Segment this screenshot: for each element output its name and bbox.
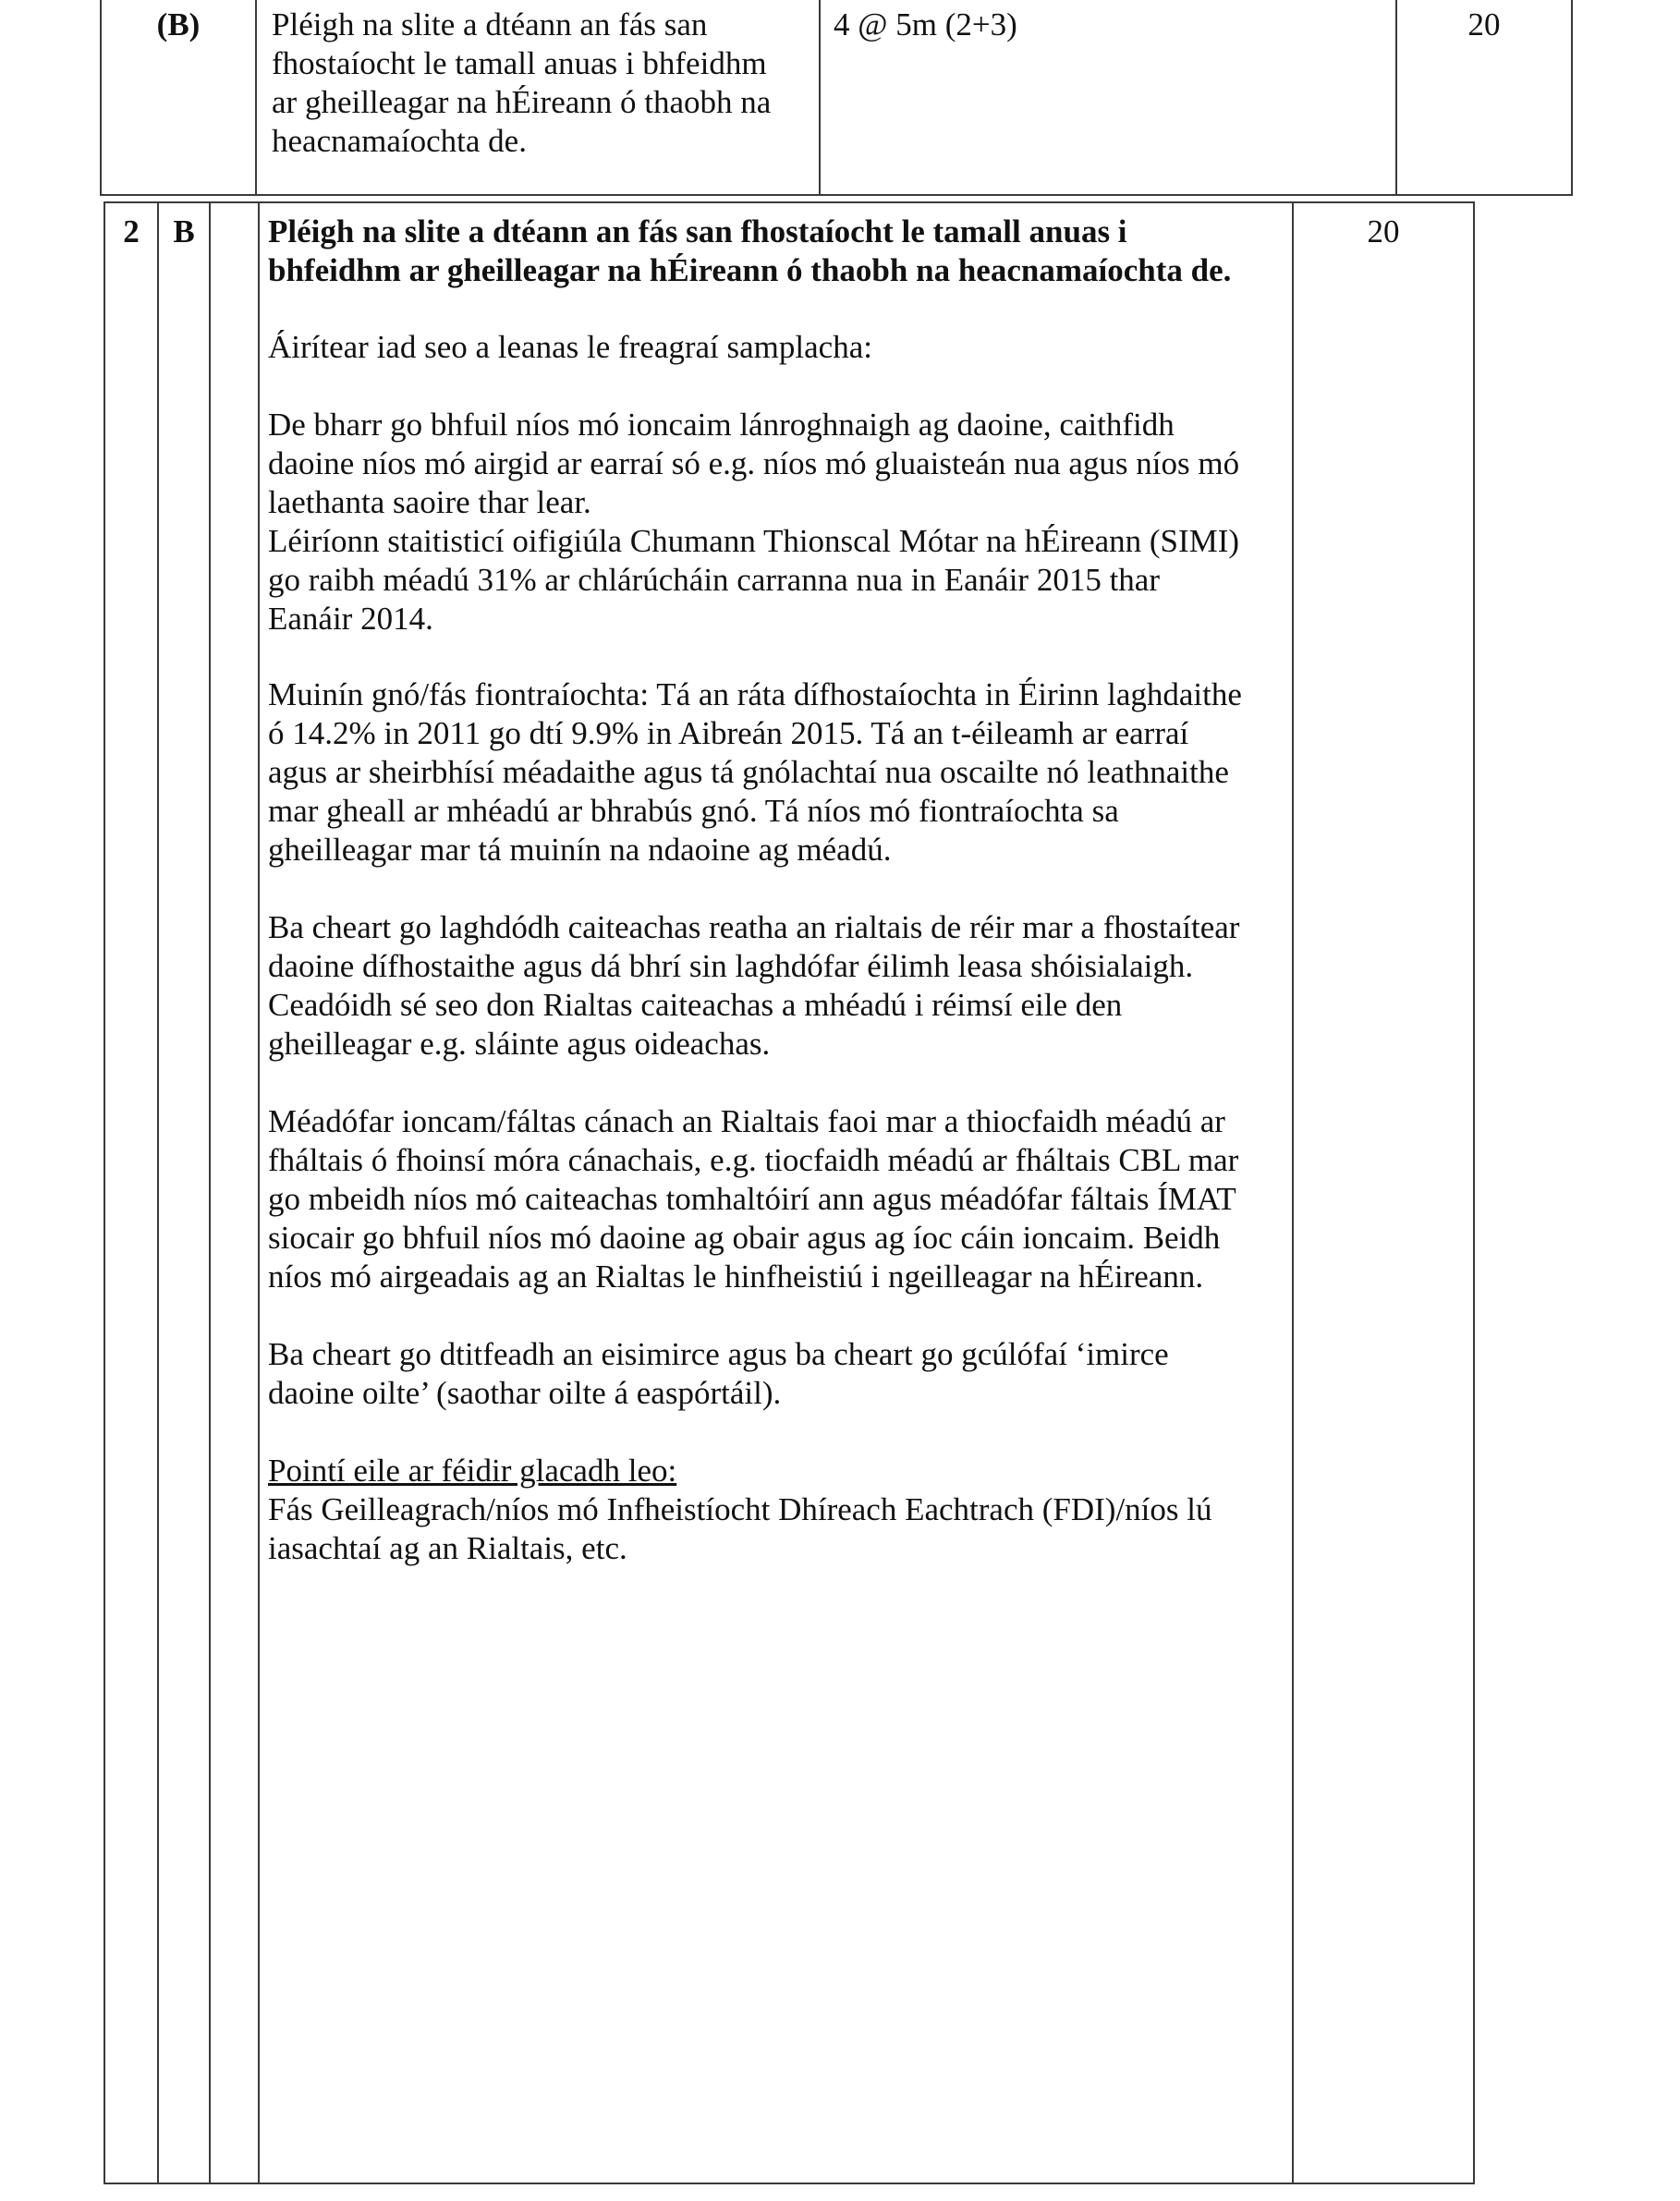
paragraph-line: daoine dífhostaithe agus dá bhrí sin laghdófar éilimh leasa shóisialaigh.	[268, 948, 1194, 984]
paragraph-line: fháltais ó fhoinsí móra cánachais, e.g. tiocfaidh méadú ar fháltais CBL mar	[268, 1142, 1239, 1178]
paragraph-line: Eanáir 2014.	[268, 601, 433, 637]
top-table-divider-1	[255, 0, 257, 196]
intro-line: Áirítear iad seo a leanas le freagraí samplacha:	[268, 329, 872, 365]
other-points-heading: Pointí eile ar féidir glacadh leo:	[268, 1453, 677, 1489]
paragraph-line: Muinín gnó/fás fiontraíochta: Tá an ráta dífhostaíochta in Éirinn laghdaithe	[268, 676, 1242, 712]
part-label: B	[173, 213, 195, 249]
paragraph-line: go raibh méadú 31% ar chlárúcháin carranna nua in Eanáir 2015 thar	[268, 562, 1160, 598]
paragraph-line: Méadófar ioncam/fáltas cánach an Rialtais faoi mar a thiocfaidh méadú ar	[268, 1103, 1225, 1139]
main-table-divider-2	[209, 201, 211, 2184]
paragraph-line: go mbeidh níos mó caiteachas tomhaltóirí ann agus méadófar fáltais ÍMAT	[268, 1181, 1236, 1217]
top-marks: 20	[1467, 6, 1501, 43]
main-table-right-border	[1473, 201, 1475, 2184]
paragraph-line: Léiríonn staitisticí oifigiúla Chumann Thionscal Mótar na hÉireann (SIMI)	[268, 523, 1240, 559]
top-table-divider-2	[819, 0, 821, 196]
other-points-line: Fás Geilleagrach/níos mó Infheistíocht Dhíreach Eachtrach (FDI)/níos lú	[268, 1491, 1212, 1527]
top-part-label: (B)	[156, 6, 201, 43]
paragraph-line: mar gheall ar mhéadú ar bhrabús gnó. Tá níos mó fiontraíochta sa	[268, 793, 1119, 829]
paragraph-line: Ba cheart go laghdódh caiteachas reatha an rialtais de réir mar a fhostaítear	[268, 909, 1240, 945]
question-number: 2	[123, 213, 140, 249]
intro-text	[268, 328, 1294, 367]
top-marking-scheme: 4 @ 5m (2+3)	[834, 6, 1017, 43]
top-question-line: ar gheilleagar na hÉireann ó thaobh na	[272, 84, 772, 120]
paragraph-line: Ba cheart go dtitfeadh an eisimirce agus ba cheart go gcúlófaí ‘imirce	[268, 1336, 1169, 1372]
paragraph-line: siocair go bhfuil níos mó daoine ag obair agus ag íoc cáin ioncaim. Beidh	[268, 1220, 1221, 1256]
other-points-line: iasachtaí ag an Rialtais, etc.	[268, 1530, 627, 1566]
top-question-line: Pléigh na slite a dtéann an fás san	[272, 6, 708, 43]
main-table-left-border	[103, 201, 105, 2184]
paragraph-line: agus ar sheirbhísí méadaithe agus tá gnólachtaí nua oscailte nó leathnaithe	[268, 754, 1229, 790]
paragraph-2	[268, 675, 1294, 869]
paragraph-line: daoine oilte’ (saothar oilte á easpórtáil).	[268, 1375, 782, 1411]
question-text	[268, 213, 1294, 290]
paragraph-line: ó 14.2% in 2011 go dtí 9.9% in Aibreán 2015. Tá an t-éileamh ar earraí	[268, 715, 1189, 751]
paragraph-5	[268, 1335, 1294, 1413]
paragraph-3	[268, 908, 1294, 1064]
top-question-line: fhostaíocht le tamall anuas i bhfeidhm	[272, 45, 767, 81]
main-table-divider-3	[258, 201, 260, 2184]
paragraph-line: Ceadóidh sé seo don Rialtas caiteachas a mhéadú i réimsí eile den	[268, 987, 1123, 1023]
paragraph-line: De bharr go bhfuil níos mó ioncaim lánroghnaigh ag daoine, caithfidh	[268, 407, 1175, 443]
question-line: bhfeidhm ar gheilleagar na hÉireann ó thaobh na heacnamaíochta de.	[268, 252, 1232, 288]
top-question-line: heacnamaíochta de.	[272, 123, 527, 159]
question-line: Pléigh na slite a dtéann an fás san fhostaíocht le tamall anuas i	[268, 213, 1127, 249]
paragraph-1	[268, 406, 1294, 638]
main-table-top-border	[103, 201, 1475, 203]
paragraph-line: gheilleagar e.g. sláinte agus oideachas.	[268, 1026, 771, 1062]
marks: 20	[1367, 213, 1400, 249]
paragraph-4	[268, 1102, 1294, 1296]
paragraph-line: níos mó airgeadais ag an Rialtas le hinfheistiú i ngeilleagar na hÉireann.	[268, 1259, 1204, 1295]
paragraph-line: daoine níos mó airgid ar earraí só e.g. níos mó gluaisteán nua agus níos mó	[268, 445, 1240, 481]
main-table-divider-1	[157, 201, 159, 2184]
top-question	[272, 6, 771, 161]
top-table-right-border	[1571, 0, 1573, 196]
other-points	[268, 1452, 1294, 1568]
main-table-bottom-border	[103, 2183, 1475, 2184]
top-table-bottom-border	[100, 194, 1573, 196]
paragraph-line: laethanta saoire thar lear.	[268, 484, 591, 520]
paragraph-line: gheilleagar mar tá muinín na ndaoine ag méadú.	[268, 832, 892, 868]
